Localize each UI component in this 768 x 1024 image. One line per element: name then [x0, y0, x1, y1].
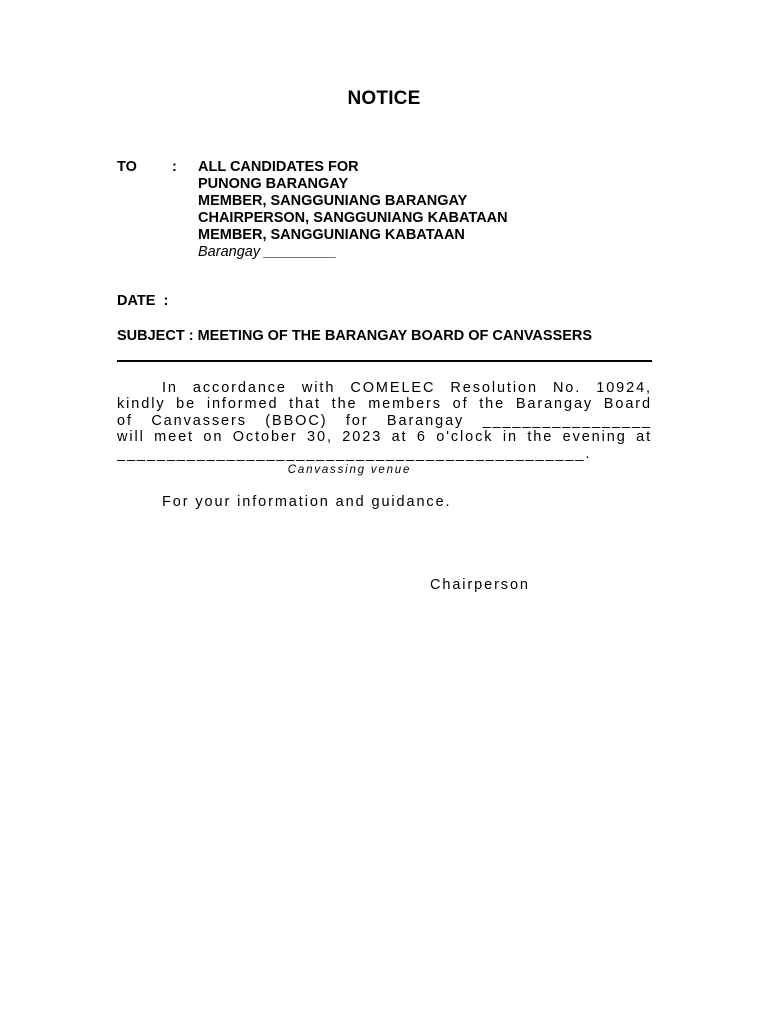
body-line: of Canvassers (BBOC) for Barangay _________________	[117, 412, 652, 429]
body-paragraph	[117, 380, 652, 462]
subject-line: SUBJECT : MEETING OF THE BARANGAY BOARD OF CANVASSERS	[117, 328, 593, 344]
to-label: TO	[117, 159, 137, 175]
recipient-line: CHAIRPERSON, SANGGUNIANG KABATAAN	[198, 210, 508, 226]
venue-caption: Canvassing venue	[287, 464, 412, 476]
recipient-line: PUNONG BARANGAY	[198, 176, 349, 192]
recipient-line: MEMBER, SANGGUNIANG BARANGAY	[198, 193, 468, 209]
document-title: NOTICE	[347, 88, 421, 109]
body-line: kindly be informed that the members of the Barangay Board	[117, 396, 652, 413]
divider-rule	[117, 360, 652, 362]
to-colon: :	[172, 159, 177, 175]
recipient-line: MEMBER, SANGGUNIANG KABATAAN	[198, 227, 465, 243]
date-label: DATE :	[117, 293, 169, 309]
recipient-list	[198, 159, 658, 261]
body-line: will meet on October 30, 2023 at 6 o'clock in the evening at	[117, 429, 652, 446]
recipient-line: ALL CANDIDATES FOR	[198, 159, 359, 175]
signatory-title: Chairperson	[430, 577, 530, 593]
body-line: In accordance with COMELEC Resolution No. 10924,	[162, 380, 652, 396]
barangay-line: Barangay _________	[198, 244, 337, 260]
body-line: _______________________________________________.	[117, 445, 592, 462]
closing-line: For your information and guidance.	[162, 494, 452, 510]
